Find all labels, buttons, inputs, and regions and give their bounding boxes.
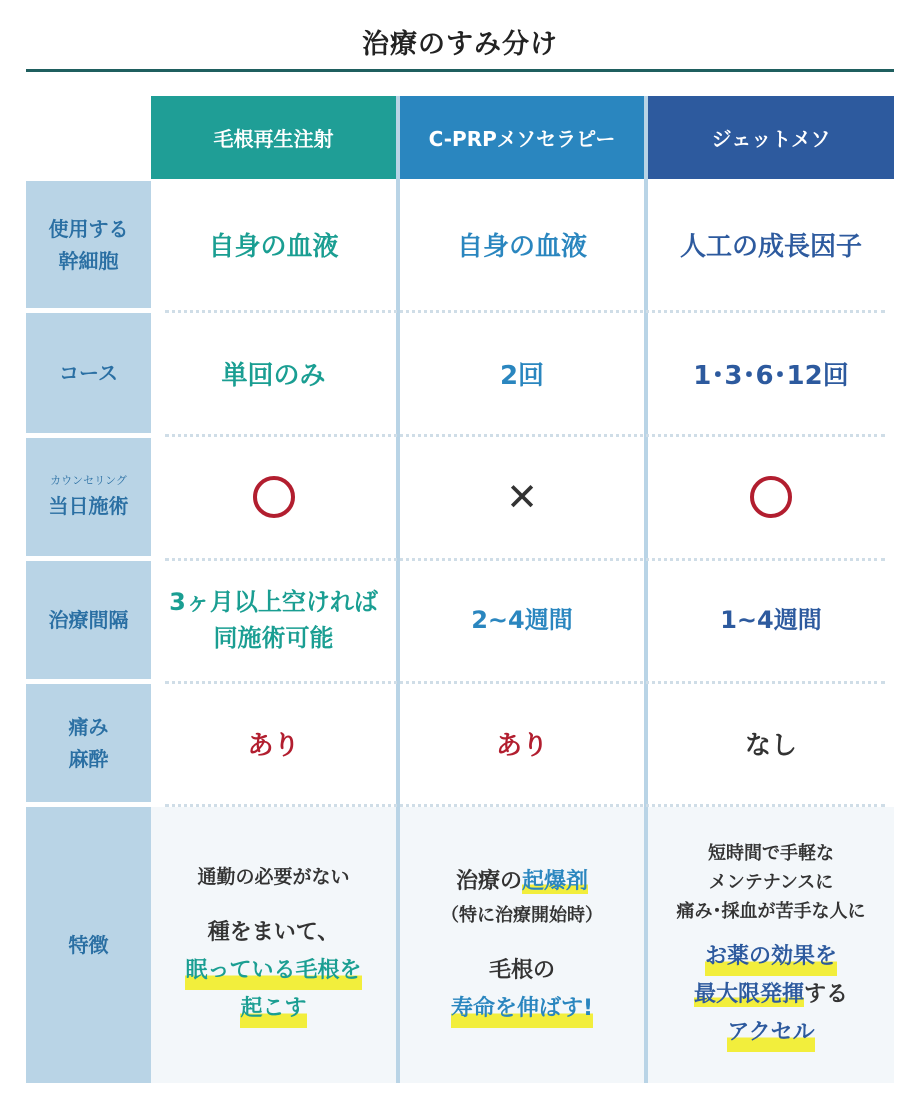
cell-text: 1･3･6･12回 [693, 360, 849, 391]
column-header-label: C-PRPメソセラピー [428, 127, 616, 151]
row-header-pain [26, 684, 151, 802]
feature-highlight: 最大限発揮 [693, 981, 804, 1007]
row-header-line: 痛み [68, 715, 109, 739]
cell-text: なし [744, 730, 797, 761]
cell-text: 2~4週間 [471, 606, 573, 634]
feature-highlight: 寿命を伸ばす! [451, 990, 593, 1028]
cell-text: あり [247, 730, 300, 761]
cell-value [151, 438, 396, 556]
row-header-course [26, 313, 151, 433]
row-header-subline: カウンセリング [50, 474, 127, 487]
feature-text-part: する [804, 981, 849, 1007]
row-header-line: 麻酔 [68, 747, 109, 771]
feature-text: 毛根の [488, 957, 555, 983]
row-header-line: 当日施術 [48, 494, 129, 518]
column-header-jetmeso [648, 96, 894, 179]
feature-highlight: 眠っている毛根を [185, 952, 361, 990]
cell-text: 人工の成長因子 [679, 232, 862, 262]
cell-text: あり [495, 730, 548, 761]
feature-text: 短時間で手軽な [708, 842, 834, 864]
feature-text: メンテナンスに [708, 871, 834, 893]
cell-text: 3ヶ月以上空ければ [169, 588, 378, 616]
cell-text: 1~4週間 [720, 606, 822, 634]
feature-text: （特に治療開始時） [441, 904, 603, 926]
cell-value [648, 181, 894, 308]
row-divider [165, 434, 885, 437]
cell-value [151, 561, 396, 679]
cross-icon: ✕ [506, 475, 538, 519]
row-header-line: 使用する [48, 216, 129, 241]
row-header-same-day [26, 438, 151, 556]
column-header-label: ジェットメソ [711, 127, 831, 151]
cell-value [400, 438, 644, 556]
row-header-features [26, 807, 151, 1083]
feature-text: 通勤の必要がない [197, 866, 350, 888]
column-header-label: 毛根再生注射 [213, 127, 334, 151]
feature-text-part: 治療の [455, 868, 522, 894]
cell-text: 自身の血液 [208, 232, 339, 262]
feature-highlight: アクセル [727, 1014, 814, 1052]
feature-highlight: 起爆剤 [522, 868, 589, 894]
feature-highlight: お薬の効果を [705, 938, 837, 976]
feature-cell [400, 807, 644, 1083]
cell-value [400, 313, 644, 433]
feature-highlight: 起こす [240, 990, 306, 1028]
cell-value [151, 181, 396, 308]
cell-value [648, 438, 894, 556]
row-header-cells [26, 181, 151, 308]
cell-value [151, 313, 396, 433]
cell-text: 単回のみ [221, 360, 326, 391]
row-header-interval [26, 561, 151, 679]
feature-text: 種をまいて、 [207, 920, 340, 945]
feature-text [694, 976, 848, 1014]
circle-icon [750, 476, 792, 518]
page-title: 治療のすみ分け [362, 29, 558, 60]
circle-icon [253, 476, 295, 518]
title-underline [26, 69, 894, 72]
cell-text: 2回 [499, 360, 545, 391]
row-header-line: 幹細胞 [58, 248, 119, 273]
feature-cell [648, 807, 894, 1083]
cell-value [400, 684, 644, 802]
feature-text [456, 863, 588, 901]
row-header-line: 治療間隔 [48, 608, 129, 632]
cell-value [648, 684, 894, 802]
cell-value [648, 313, 894, 433]
cell-value [400, 181, 644, 308]
column-header-cprp [400, 96, 644, 179]
cell-value [151, 684, 396, 802]
column-header-root-regeneration [151, 96, 396, 179]
cell-text: 自身の血液 [456, 232, 587, 262]
cell-value [400, 561, 644, 679]
feature-text: 痛み･採血が苦手な人に [676, 900, 866, 922]
cell-value [648, 561, 894, 679]
feature-cell [151, 807, 396, 1083]
row-header-line: コース [59, 361, 118, 385]
cell-text: 同施術可能 [213, 624, 334, 652]
row-header-line: 特徴 [68, 933, 109, 957]
